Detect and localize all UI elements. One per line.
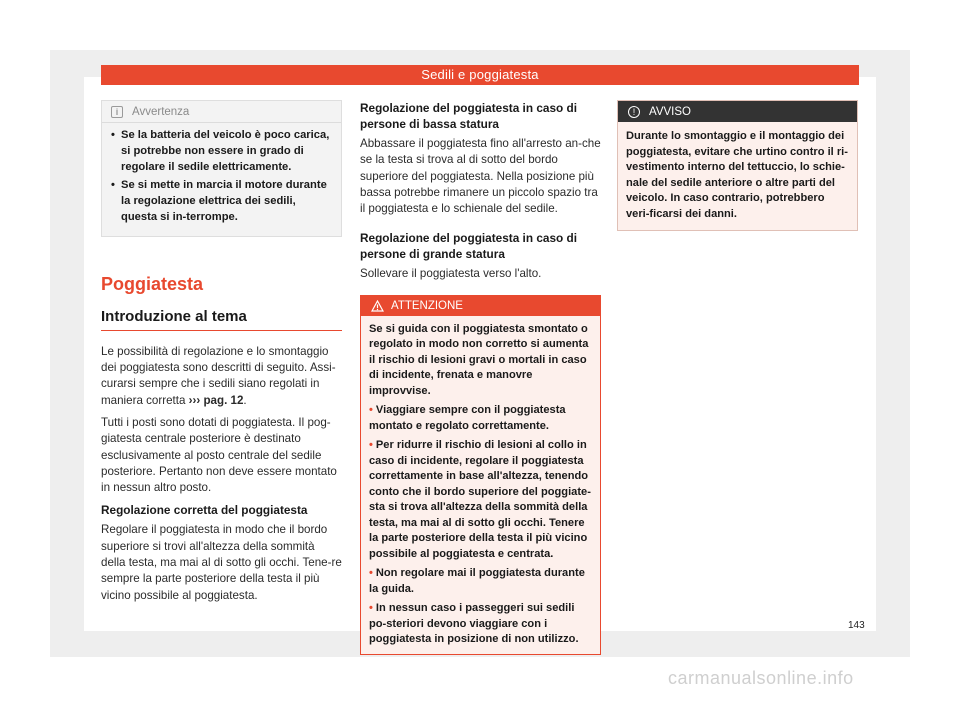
note-box xyxy=(101,100,342,237)
paragraph: Tutti i posti sono dotati di poggiatesta. Il pog-giatesta centrale posteriore è destinato esclusivamente al posto centrale del sedile posteriore. Pertanto non deve essere montato in nessun altro posto. xyxy=(101,415,337,495)
warning-body xyxy=(361,316,600,654)
note-header xyxy=(102,101,341,123)
warning-item: • In nessun caso i passeggeri sui sedili po-steriori devono viaggiare con i poggiatesta in posizione di non utilizzo. xyxy=(369,602,579,646)
notice-box xyxy=(617,100,858,231)
note-item: • Se la batteria del veicolo è poco carica, si potrebbe non essere in grado di regolare il sedile elettricamente. xyxy=(111,129,330,173)
paragraph: Regolare il poggiatesta in modo che il bordo superiore si trovi all'altezza della sommità della testa, ma mai al di sotto gli occhi. Tene-re sempre la parte posteriore della testa il più vicino possibile al poggiatesta. xyxy=(101,523,342,602)
subheading: Regolazione del poggiatesta in caso di persone di bassa statura xyxy=(360,101,577,131)
warning-item: • Viaggiare sempre con il poggiatesta montato e regolato correttamente. xyxy=(369,404,566,432)
warning-header xyxy=(361,296,600,316)
paragraph: Abbassare il poggiatesta fino all'arresto an-che se la testa si trova al di sotto del bordo superiore del poggiatesta. Nella posizione più bassa potrebbe rimanere un piccolo spazio tra il poggiatesta e lo schienale del sedile. xyxy=(360,137,601,216)
notice-body xyxy=(618,122,857,230)
info-icon: i xyxy=(111,106,123,118)
paragraph: Sollevare il poggiatesta verso l'alto. xyxy=(360,267,542,281)
warning-item: • Non regolare mai il poggiatesta durante la guida. xyxy=(369,567,585,595)
notice-header xyxy=(618,101,857,122)
subheading: Regolazione del poggiatesta in caso di persone di grande statura xyxy=(360,231,577,262)
page-reference-link[interactable]: ››› pag. 12 xyxy=(188,393,244,407)
watermark: carmanualsonline.info xyxy=(668,668,854,688)
note-item: • Se si mette in marcia il motore durante la regolazione elettrica dei sedili, questa si in-terrompe. xyxy=(111,179,327,223)
page-number: 143 xyxy=(848,620,865,631)
note-list xyxy=(102,123,341,236)
warning-triangle-icon xyxy=(371,300,384,312)
notice-text: Durante lo smontaggio e il montaggio dei poggiatesta, evitare che urtino contro il ri-vestimento interno del tettuccio, lo schie-nale del sedile anteriore o altre parti del veicolo. In caso contrario, potrebbero veri-ficarsi dei danni. xyxy=(626,130,848,220)
warning-item: • Per ridurre il rischio di lesioni al collo in caso di incidente, regolare il poggiatesta correttamente in base all'altezza, tenendo conto che il bordo superiore del poggiate-sta si trova all'altezza della sommità della testa, ma mai al di sotto gli occhi. Tenere la parte posteriore della testa il più vicino possibile al poggiatesta e centrata. xyxy=(369,439,591,560)
section-subtitle: Introduzione al tema xyxy=(101,308,342,331)
column-left xyxy=(101,100,342,604)
info-circle-icon: ! xyxy=(628,106,640,118)
column-middle xyxy=(360,100,601,655)
section-header: Sedili e poggiatesta xyxy=(101,65,859,85)
section-title: Poggiatesta xyxy=(101,273,204,294)
notice-title: AVVISO xyxy=(649,105,691,118)
note-title: Avvertenza xyxy=(132,105,190,118)
warning-box xyxy=(360,295,601,655)
subheading: Regolazione corretta del poggiatesta xyxy=(101,503,308,518)
intro-paragraph: Le possibilità di regolazione e lo smontaggio dei poggiatesta sono descritti di seguito. Assi-curarsi sempre che i sedili siano regolati in maniera corretta ››› pag. 12. xyxy=(101,344,336,407)
warning-title: ATTENZIONE xyxy=(391,299,463,312)
warning-intro: Se si guida con il poggiatesta smontato o regolato in modo non corretto si aumenta il rischio di lesioni gravi o mortali in caso di incidente, frenata e manovre improvvise. xyxy=(369,322,589,397)
column-right xyxy=(617,100,858,231)
